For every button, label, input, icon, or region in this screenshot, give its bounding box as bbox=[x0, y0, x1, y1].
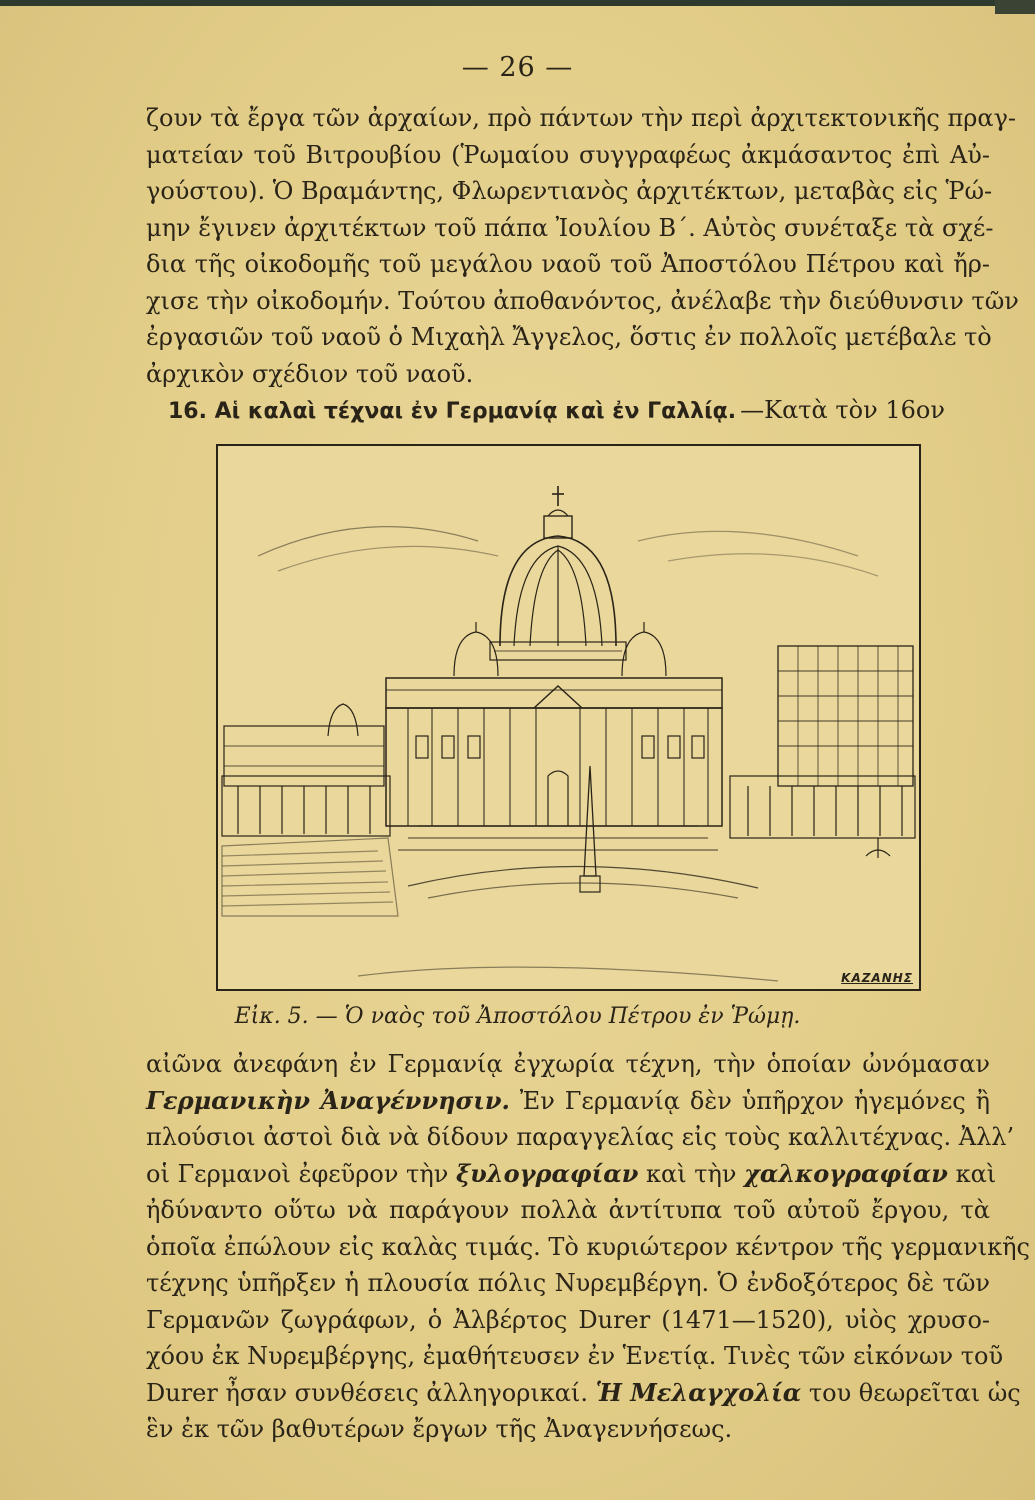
text-line: Γερμανῶν ζωγράφων, ὁ Ἀλβέρτος Durer (1471—1520), υἱὸς χρυσο- bbox=[146, 1305, 990, 1334]
text-run: του θεωρεῖται ὡς bbox=[801, 1378, 1021, 1407]
figure-engraving bbox=[216, 444, 921, 991]
text-line: μην ἔγινεν ἀρχιτέκτων τοῦ πάπα Ἰουλίου Β΄. Αὐτὸς συνέταξε τὰ σχέ- bbox=[146, 213, 994, 242]
text-run: οἱ Γερμανοὶ ἐφεῦρον τὴν bbox=[146, 1159, 456, 1188]
figure-caption bbox=[0, 1004, 1035, 1029]
emphasis-term: χαλκογραφίαν bbox=[744, 1158, 948, 1188]
text-line: ἠδύναντο οὕτω νὰ παράγουν πολλὰ ἀντίτυπα τοῦ αὐτοῦ ἔργου, τὰ bbox=[146, 1196, 990, 1224]
paragraph-bottom bbox=[146, 1046, 1030, 1448]
engraver-signature: ΚΑΖΑΝΗΣ bbox=[841, 971, 913, 985]
text-line: αἰῶνα ἀνεφάνη ἐν Γερμανίᾳ ἐγχωρία τέχνη, τὴν ὁποίαν ὠνόμασαν bbox=[146, 1050, 990, 1078]
section-title: Αἱ καλαὶ τέχναι ἐν Γερμανίᾳ καὶ ἐν Γαλλίᾳ. bbox=[214, 399, 737, 424]
text-line: δια τῆς οἰκοδομῆς τοῦ μεγάλου ναοῦ τοῦ Ἀποστόλου Πέτρου καὶ ἤρ- bbox=[146, 250, 990, 278]
text-line: ματείαν τοῦ Βιτρουβίου (Ῥωμαίου συγγραφέως ἀκμάσαντος ἐπὶ Αὐ- bbox=[146, 140, 990, 169]
page-corner-shadow bbox=[995, 0, 1035, 14]
text-line: ὁποῖα ἐπώλουν εἰς καλὰς τιμάς. Τὸ κυριώτερον κέντρον τῆς γερμανικῆς bbox=[146, 1232, 1030, 1261]
st-peters-basilica-engraving bbox=[218, 446, 919, 989]
figure-caption-text: — Ὁ ναὸς τοῦ Ἀποστόλου Πέτρου ἐν Ῥώμῃ. bbox=[315, 1004, 801, 1029]
text-run: Durer ἦσαν συνθέσεις ἀλληγορικαί. bbox=[146, 1378, 596, 1407]
text-line: ζουν τὰ ἔργα τῶν ἀρχαίων, πρὸ πάντων τὴν περὶ ἀρχιτεκτονικῆς πραγ- bbox=[146, 104, 1017, 132]
text-line: ἐργασιῶν τοῦ ναοῦ ὁ Μιχαὴλ Ἄγγελος, ὅστις ἐν πολλοῖς μετέβαλε τὸ bbox=[146, 323, 992, 351]
emphasis-term: Γερμανικὴν Ἀναγέννησιν. bbox=[146, 1085, 510, 1115]
text-line: ἀρχικὸν σχέδιον τοῦ ναοῦ. bbox=[146, 359, 474, 388]
figure-label: Εἰκ. 5. bbox=[234, 1004, 309, 1029]
text-line bbox=[146, 1083, 990, 1120]
text-run: καὶ τὴν bbox=[638, 1159, 745, 1188]
text-line: πλούσιοι ἀστοὶ διὰ νὰ δίδουν παραγγελίας εἰς τοὺς καλλιτέχνας. Ἀλλ’ bbox=[146, 1123, 1015, 1151]
paragraph-top bbox=[146, 100, 1019, 431]
section-continuation: —Κατὰ τὸν 16ον bbox=[740, 396, 945, 424]
text-line: ἓν ἐκ τῶν βαθυτέρων ἔργων τῆς Ἀναγεννήσεως. bbox=[146, 1415, 733, 1443]
text-line: τέχνης ὑπῆρξεν ἡ πλουσία πόλις Νυρεμβέργη. Ὁ ἐνδοξότερος δὲ τῶν bbox=[146, 1269, 990, 1297]
section-heading bbox=[146, 392, 990, 431]
text-run: Ἐν Γερμανίᾳ δὲν ὑπῆρχον ἡγεμόνες ἢ bbox=[509, 1086, 990, 1115]
text-line: γούστου). Ὁ Βραμάντης, Φλωρεντιανὸς ἀρχιτέκτων, μεταβὰς εἰς Ῥώ- bbox=[146, 177, 993, 205]
page-number: — 26 — bbox=[461, 52, 574, 83]
emphasis-term: ξυλογραφίαν bbox=[455, 1158, 639, 1188]
text-run: καὶ bbox=[947, 1159, 997, 1188]
emphasis-term: Ἡ Μελαγχολία bbox=[595, 1377, 802, 1407]
text-line: χισε τὴν οἰκοδομήν. Τούτου ἀποθανόντος, ἀνέλαβε τὴν διεύθυνσιν τῶν bbox=[146, 286, 1019, 315]
text-line: χόου ἐκ Νυρεμβέργης, ἐμαθήτευσεν ἐν Ἑνετίᾳ. Τινὲς τῶν εἰκόνων τοῦ bbox=[146, 1342, 1004, 1370]
text-line bbox=[146, 1156, 997, 1193]
page-edge-shadow bbox=[0, 0, 1035, 6]
section-number: 16. bbox=[168, 399, 207, 424]
text-line bbox=[146, 1375, 1021, 1412]
